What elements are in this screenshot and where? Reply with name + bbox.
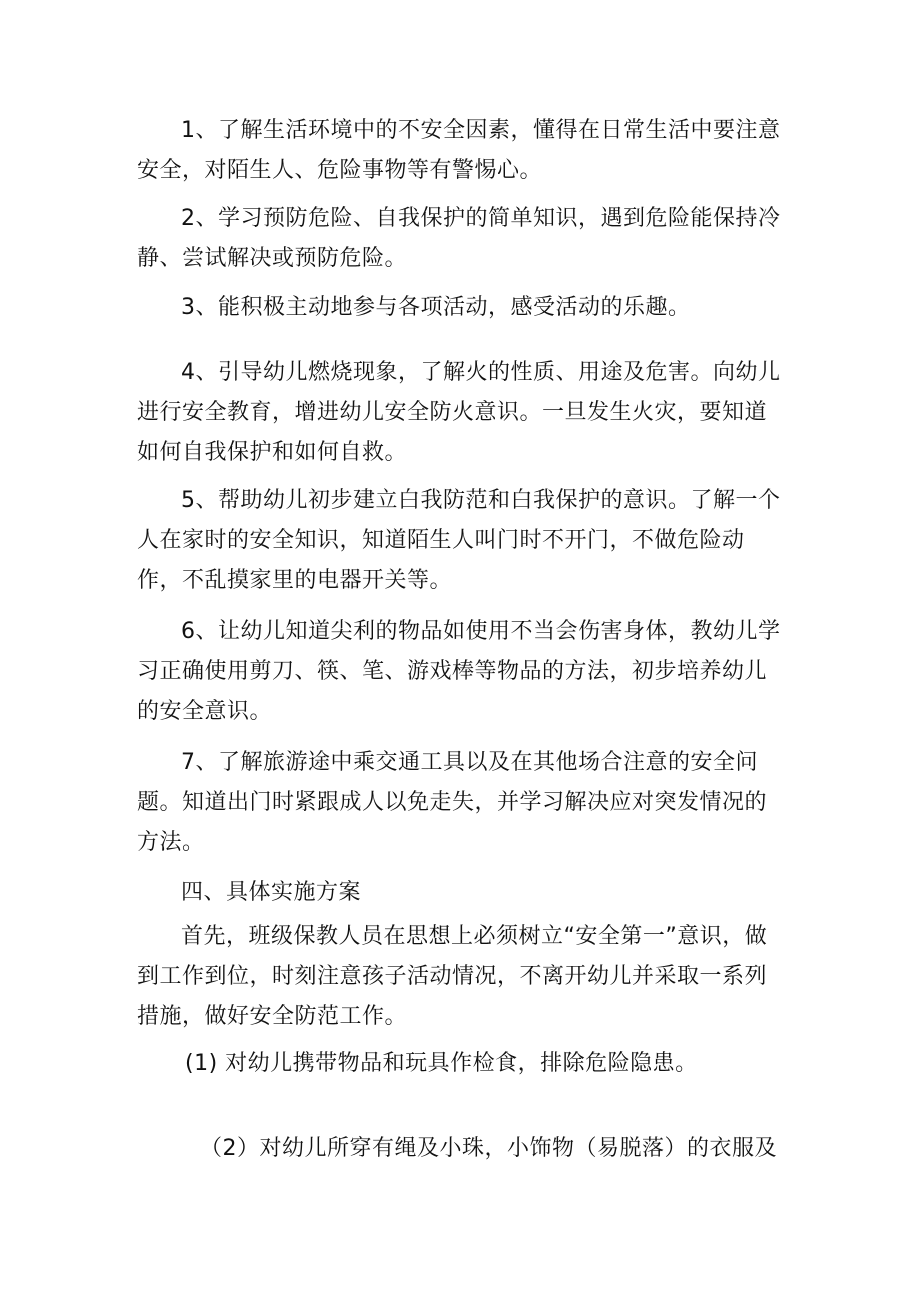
- goal-3-paragraph: 3、能积极主动地参与各项活动，感受活动的乐趣。: [181, 295, 691, 320]
- section-heading: 四、具体实施方案: [181, 880, 362, 905]
- goal-4-paragraph: 4、引导幼儿燃烧现象，了解火的性质、用途及危害。向幼儿进行安全教育，增进幼儿安全防火意识。一旦发生火灾，要知道如何自我保护和如何自救。: [137, 360, 781, 465]
- intro-paragraph: 首先，班级保教人员在思想上必须树立“安全第一”意识，做到工作到位，时刻注意孩子活动情况，不离开幼儿并采取一系列措施，做好安全防范工作。: [137, 924, 768, 1029]
- goal-7-paragraph: 7、了解旅游途中乘交通工具以及在其他场合注意的安全问题。知道出门时紧跟成人以免走失，并学习解决应对突发情况的方法。: [137, 750, 768, 855]
- goal-1-paragraph: 1、了解生活环境中的不安全因素，懂得在日常生活中要注意安全，对陌生人、危险事物等有警惕心。: [137, 118, 781, 183]
- goal-2-paragraph: 2、学习预防危险、自我保护的简单知识，遇到危险能保持冷静、尝试解决或预防危险。: [137, 206, 781, 271]
- goal-6-paragraph: 6、让幼儿知道尖利的物品如使用不当会伤害身体，教幼儿学习正确使用剪刀、筷、笔、游戏棒等物品的方法，初步培养幼儿的安全意识。: [137, 619, 781, 724]
- measure-1-paragraph: (1) 对幼儿携带物品和玩具作检食，排除危险隐患。: [185, 1051, 698, 1076]
- goal-5-paragraph: 5、帮助幼儿初步建立白我防范和白我保护的意识。了解一个人在家时的安全知识，知道陌生人叫门时不开门，不做危险动作，不乱摸家里的电器开关等。: [137, 488, 781, 593]
- measure-2-paragraph: （2）对幼儿所穿有绳及小珠，小饰物（易脱落）的衣服及: [200, 1136, 777, 1161]
